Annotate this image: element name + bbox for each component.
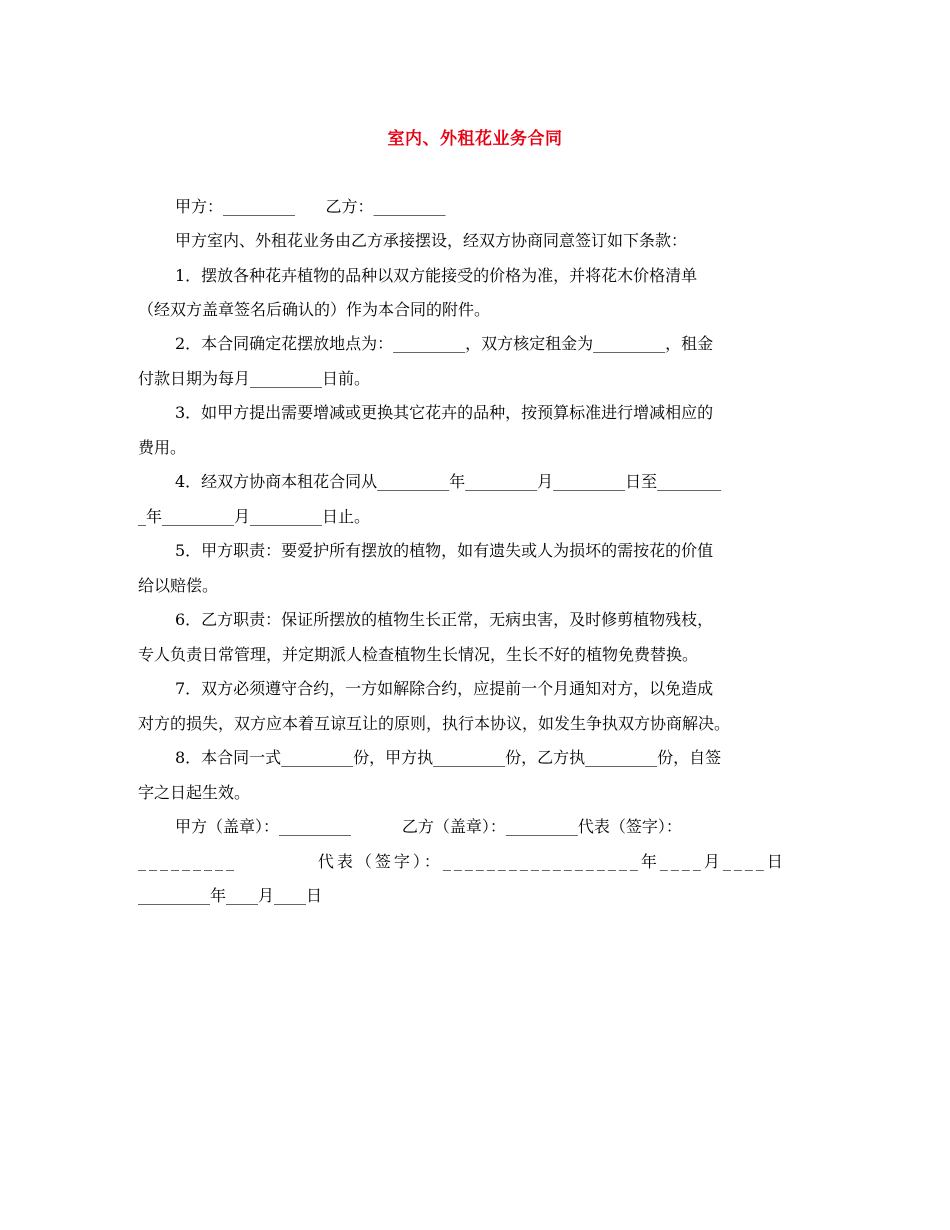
clause-3-line-2: 费用。	[138, 438, 187, 457]
clause-4-line-2: _年_________月_________日止。	[138, 507, 371, 526]
signature-line-1: 甲方（盖章）：_________ 乙方（盖章）：_________代表（签字）：	[175, 817, 682, 836]
clause-7-line-1: 7．双方必须遵守合约，一方如解除合约，应提前一个月通知对方，以免造成	[175, 679, 714, 698]
party-line: 甲方：_________ 乙方：_________	[175, 197, 446, 216]
signature-line-2: _________ 代表（签字）：__________________年____月____日	[138, 852, 786, 871]
signature-date-line: _________年____月____日	[138, 886, 323, 905]
clause-2-line-2: 付款日期为每月_________日前。	[138, 369, 371, 388]
intro-line: 甲方室内、外租花业务由乙方承接摆设，经双方协商同意签订如下条款：	[175, 231, 688, 250]
clause-1-line-2: （经双方盖章签名后确认的）作为本合同的附件。	[138, 300, 491, 319]
clause-2-line-1: 2．本合同确定花摆放地点为：_________，双方核定租金为_________，租金	[175, 334, 714, 353]
clause-4-line-1: 4．经双方协商本租花合同从_________年_________月_________日至________	[175, 472, 722, 491]
clause-8-line-1: 8．本合同一式_________份，甲方执_________份，乙方执_________份，自签	[175, 748, 722, 767]
clause-5-line-2: 给以赔偿。	[138, 576, 219, 595]
document-title: 室内、外租花业务合同	[387, 129, 563, 149]
clause-7-line-2: 对方的损失，双方应本着互谅互让的原则，执行本协议，如发生争执双方协商解决。	[138, 714, 731, 733]
clause-6-line-2: 专人负责日常管理，并定期派人检查植物生长情况，生长不好的植物免费替换。	[138, 645, 699, 664]
clause-8-line-2: 字之日起生效。	[138, 783, 251, 802]
clause-3-line-1: 3．如甲方提出需要增减或更换其它花卉的品种，按预算标准进行增减相应的	[175, 403, 714, 422]
clause-5-line-1: 5．甲方职责：要爱护所有摆放的植物，如有遗失或人为损坏的需按花的价值	[175, 541, 714, 560]
clause-1-line-1: 1．摆放各种花卉植物的品种以双方能接受的价格为准，并将花木价格清单	[175, 266, 698, 285]
clause-6-line-1: 6．乙方职责：保证所摆放的植物生长正常，无病虫害，及时修剪植物残枝，	[175, 610, 714, 629]
